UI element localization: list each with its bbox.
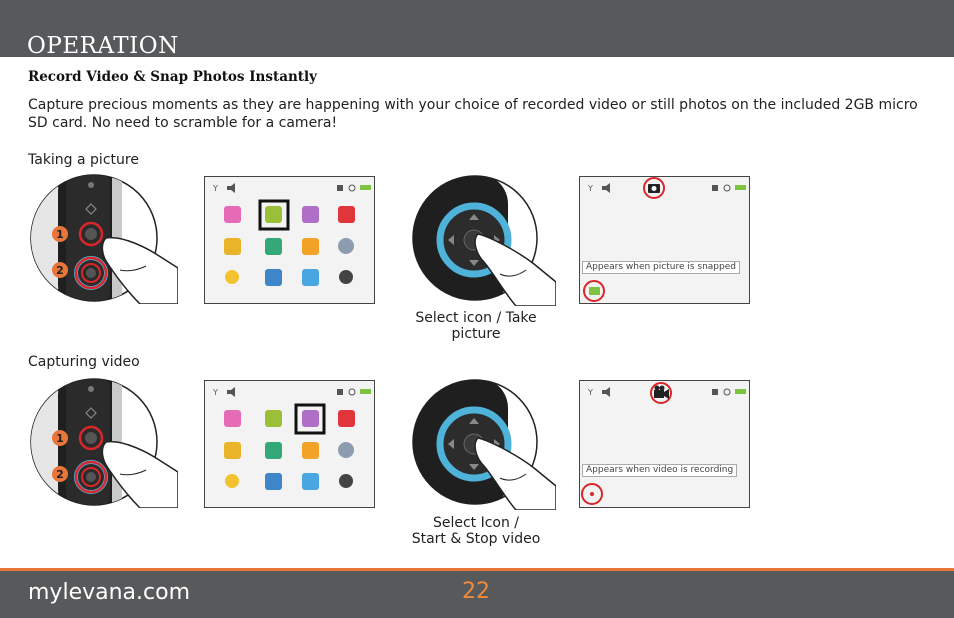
- picture-caption: [406, 310, 546, 342]
- video-menu-screen: [204, 380, 375, 508]
- video-step-1: 1: [56, 432, 64, 445]
- video-select-illustration: [408, 378, 556, 510]
- picture-step-2: 2: [56, 264, 64, 277]
- picture-menu-screen: [204, 176, 375, 304]
- picture-caption-line1: Select icon / Take: [415, 310, 537, 326]
- picture-caption-line2: picture: [451, 326, 501, 342]
- picture-result-screen: [579, 176, 750, 304]
- video-device-illustration: [28, 376, 178, 508]
- picture-device-illustration: [28, 172, 178, 304]
- video-result-screen: [579, 380, 750, 508]
- svg-text:Y: Y: [588, 184, 593, 193]
- svg-text:Y: Y: [213, 388, 218, 397]
- picture-step-1: 1: [56, 228, 64, 241]
- picture-section-label: Taking a picture: [28, 152, 139, 168]
- video-indicator-note: Appears when video is recording: [582, 464, 737, 477]
- video-caption-line1: Select Icon /: [432, 515, 520, 531]
- intro-paragraph: Capture precious moments as they are happening with your choice of recorded video or still photos on the included 2GB micro SD card. No need to scramble for a camera!: [28, 97, 918, 131]
- video-caption-line2: Start & Stop video: [411, 531, 541, 547]
- picture-select-illustration: [408, 174, 556, 306]
- page-heading: Record Video & Snap Photos Instantly: [28, 69, 317, 85]
- footer-site: mylevana.com: [28, 580, 191, 605]
- svg-text:Y: Y: [588, 388, 593, 397]
- video-section-label: Capturing video: [28, 354, 140, 370]
- video-step-2: 2: [56, 468, 64, 481]
- video-caption: [396, 515, 556, 547]
- section-title: OPERATION: [27, 33, 179, 59]
- page-number: 22: [462, 579, 490, 604]
- picture-indicator-note: Appears when picture is snapped: [582, 261, 740, 274]
- svg-text:Y: Y: [213, 184, 218, 193]
